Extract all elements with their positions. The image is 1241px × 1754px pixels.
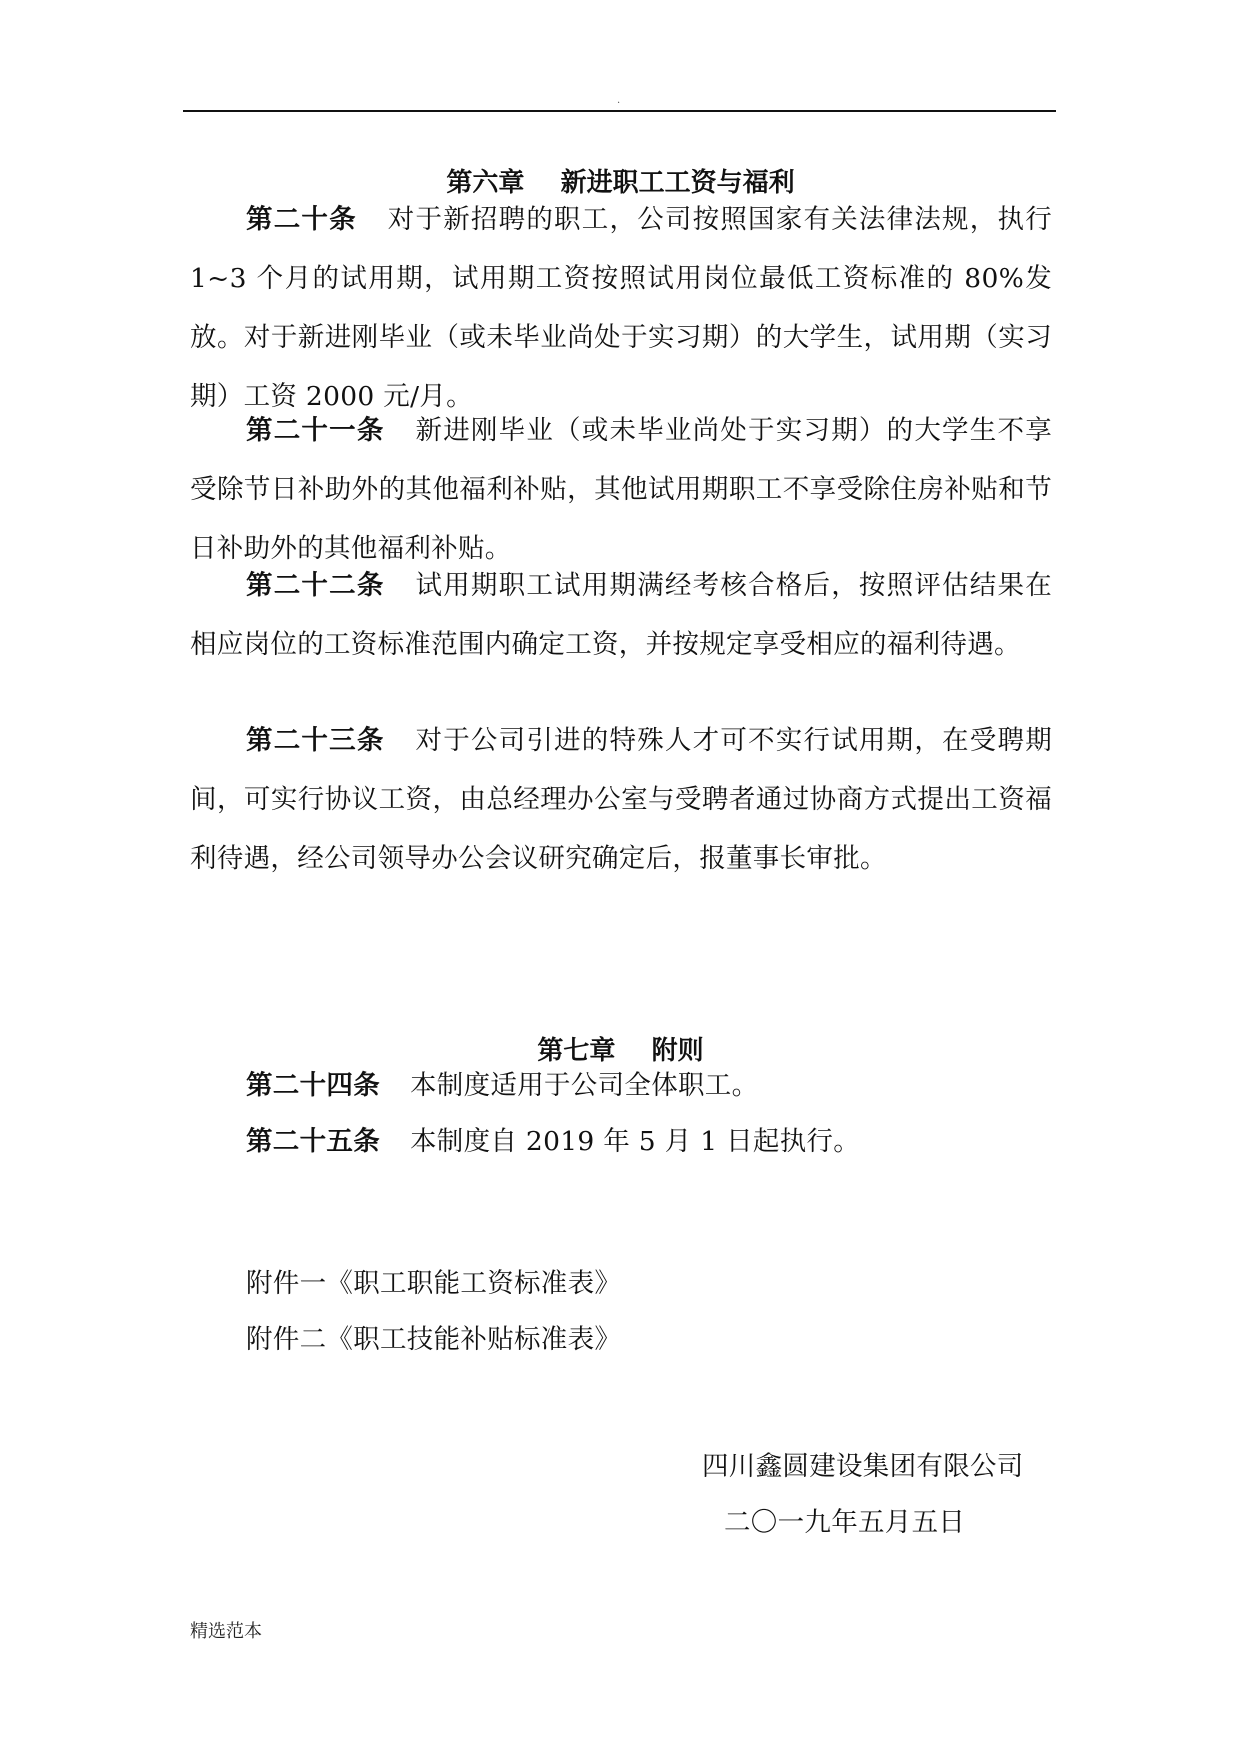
- header-mark: .: [617, 95, 621, 106]
- chapter-7-title: 第七章 附则: [537, 1036, 704, 1066]
- article-23-text: 对于公司引进的特殊人才可不实行试用期，在受聘期间，可实行协议工资，由总经理办公室与受聘者通过协商方式提出工资福利待遇，经公司领导办公会议研究确定后，报董事长审批。: [190, 725, 1053, 874]
- article-20: [190, 190, 1052, 426]
- article-23: [190, 711, 1052, 888]
- article-25-label: 第二十五条: [246, 1126, 380, 1157]
- attachment-2: 附件二《职工技能补贴标准表》: [246, 1324, 622, 1355]
- signature-date: 二〇一九年五月五日: [724, 1507, 966, 1538]
- article-24-text: 本制度适用于公司全体职工。: [410, 1070, 759, 1101]
- article-24: [190, 1056, 1052, 1115]
- article-22: [190, 556, 1052, 674]
- signature-company: 四川鑫圆建设集团有限公司: [702, 1451, 1024, 1482]
- chapter-6-title: 第六章 新进职工工资与福利: [446, 168, 795, 198]
- article-24-label: 第二十四条: [246, 1070, 380, 1101]
- article-20-label: 第二十条: [246, 204, 357, 235]
- footer-text: 精选范本: [190, 1621, 262, 1642]
- article-20-text: 对于新招聘的职工，公司按照国家有关法律法规，执行 1~3 个月的试用期，试用期工资按照试用岗位最低工资标准的 80%发放。对于新进刚毕业（或未毕业尚处于实习期）的大学生，试用期（实习期）工资 2000 元/月。: [190, 204, 1052, 412]
- article-22-label: 第二十二条: [246, 570, 385, 601]
- attachment-1: 附件一《职工职能工资标准表》: [246, 1268, 622, 1299]
- article-23-label: 第二十三条: [246, 725, 385, 756]
- article-25: [190, 1112, 1052, 1171]
- article-25-text: 本制度自 2019 年 5 月 1 日起执行。: [410, 1126, 861, 1157]
- header-rule: [183, 110, 1056, 112]
- article-22-text: 试用期职工试用期满经考核合格后，按照评估结果在相应岗位的工资标准范围内确定工资，并按规定享受相应的福利待遇。: [190, 570, 1053, 660]
- article-21-text: 新进刚毕业（或未毕业尚处于实习期）的大学生不享受除节日补助外的其他福利补贴，其他试用期职工不享受除住房补贴和节日补助外的其他福利补贴。: [190, 415, 1053, 564]
- article-21: [190, 401, 1052, 578]
- article-21-label: 第二十一条: [246, 415, 385, 446]
